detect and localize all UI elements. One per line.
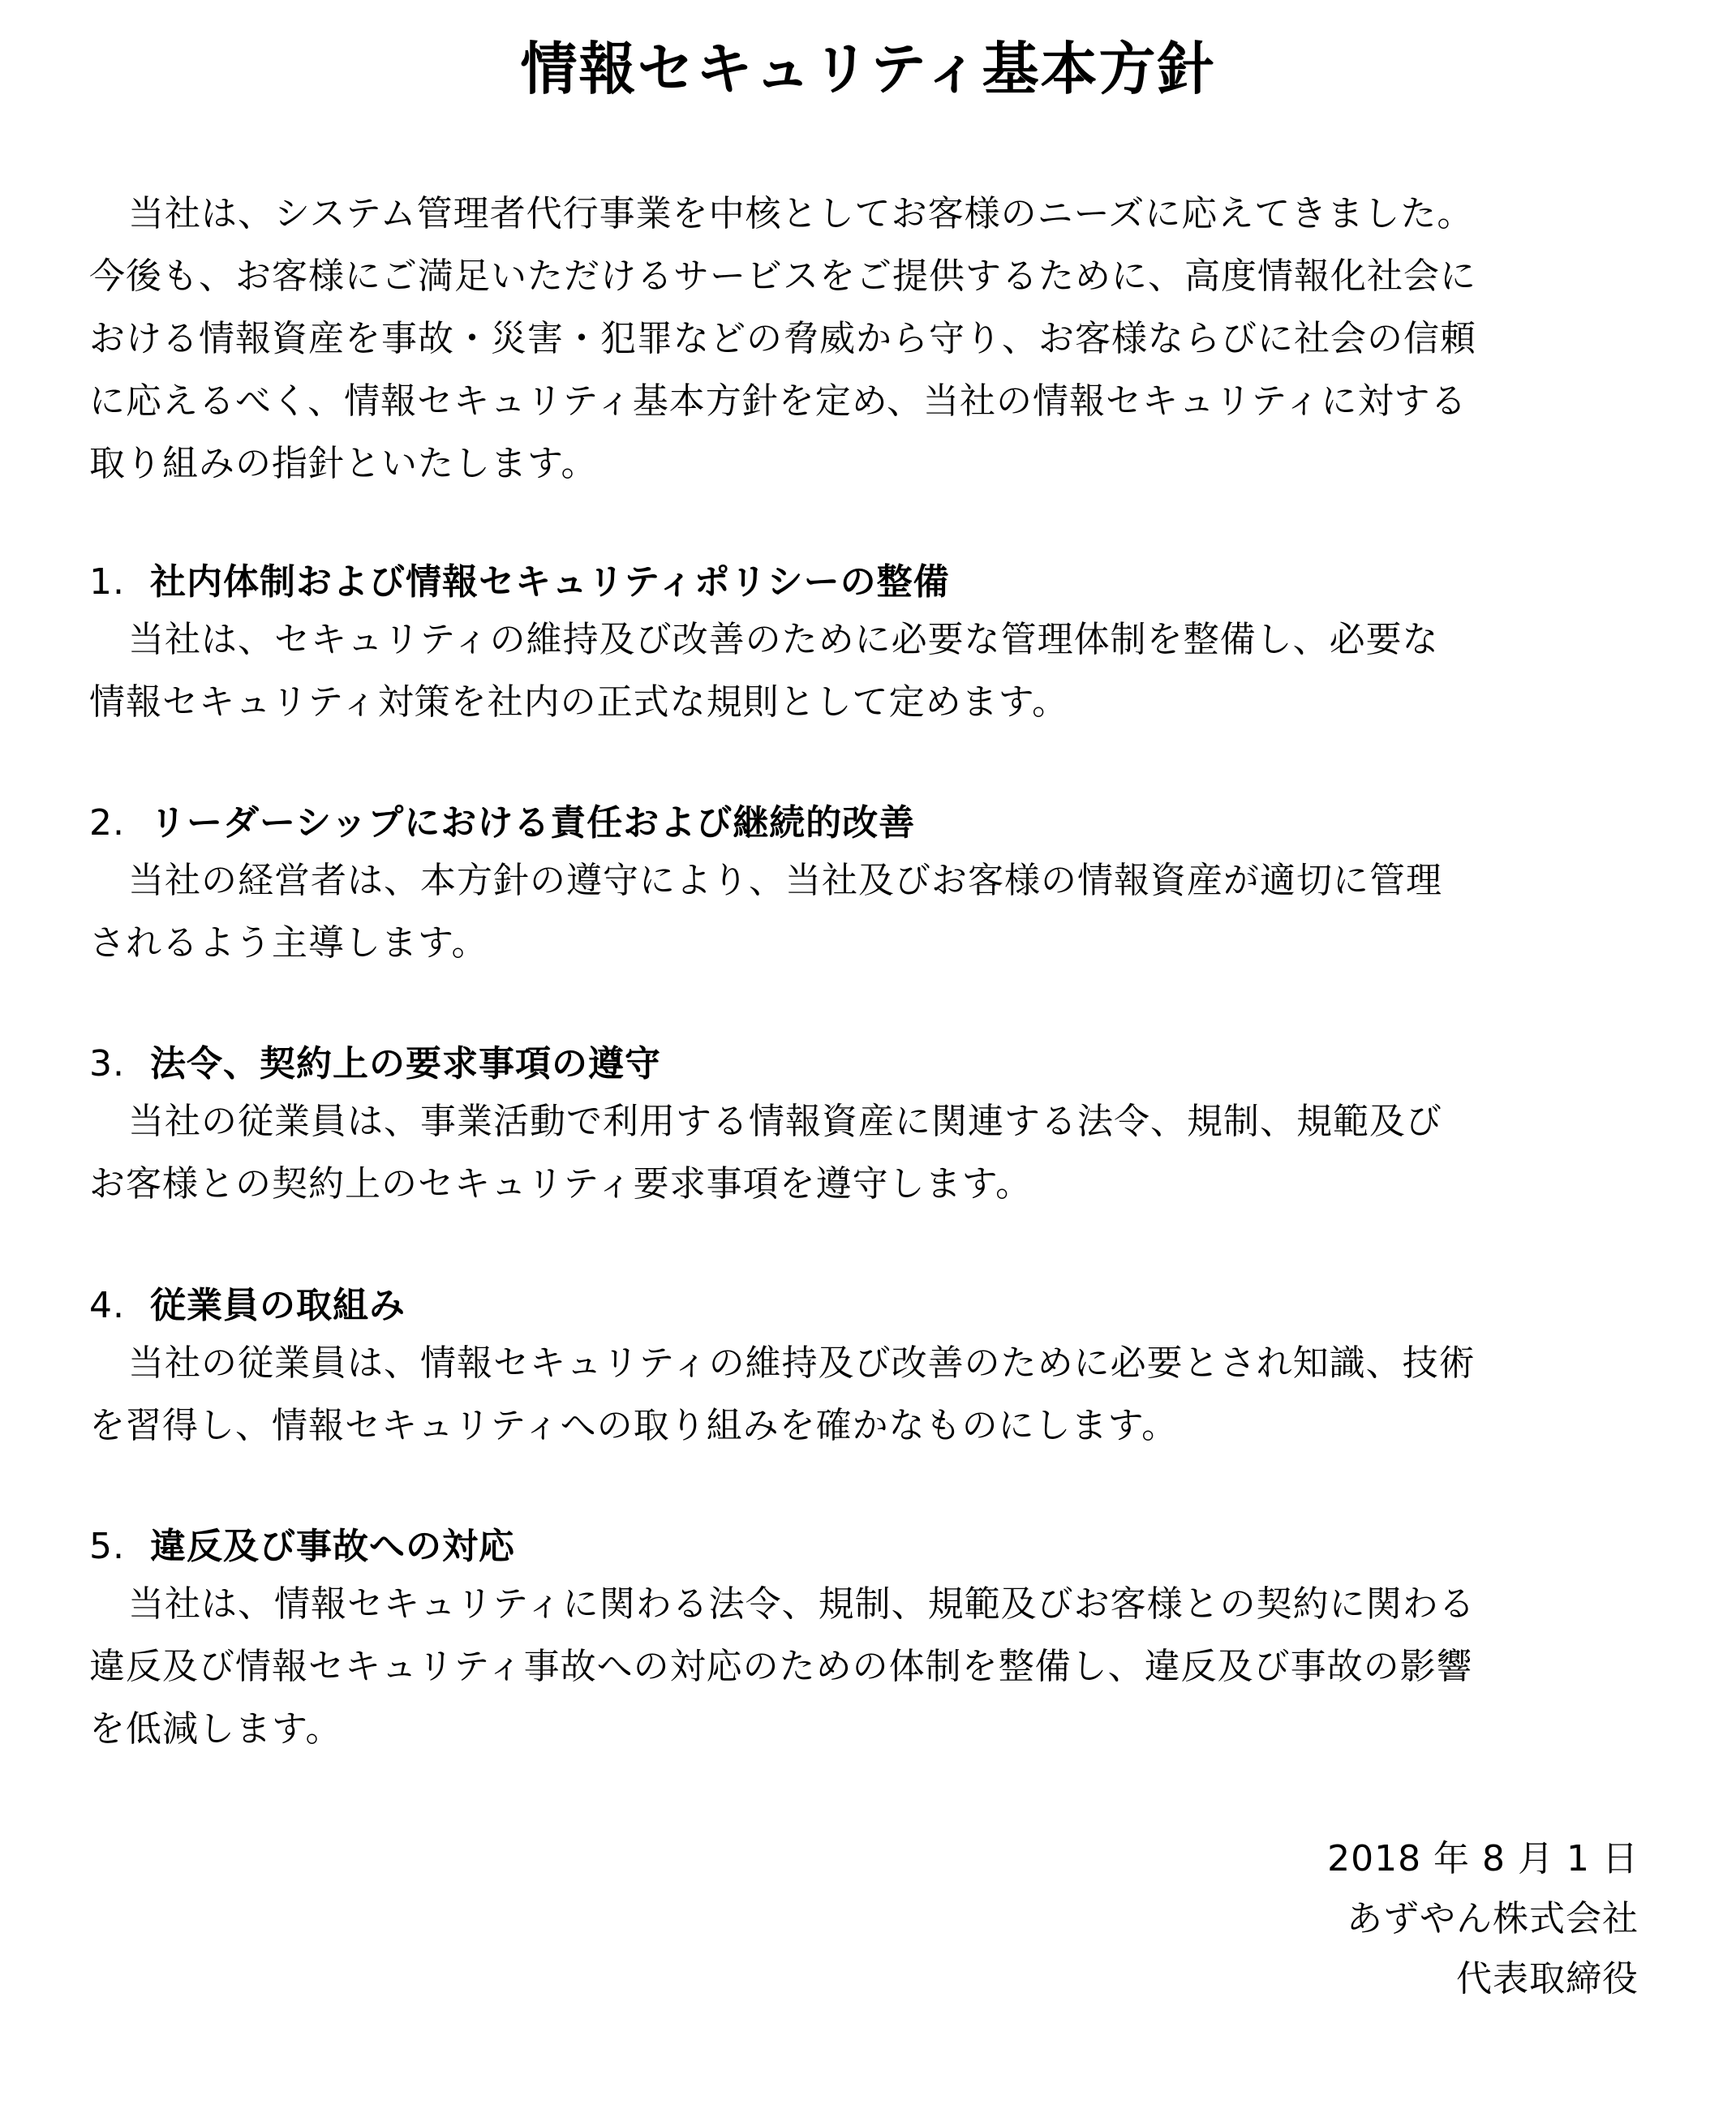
signature-block (1327, 1829, 1639, 2009)
section-line: 当社は、セキュリティの維持及び改善のために必要な管理体制を整備し、必要な (128, 619, 1439, 660)
signature-company: あずやん株式会社 (1347, 1898, 1639, 1939)
section-3-heading (89, 1040, 661, 1089)
signature-date: 2018 年 8 月 1 日 (1327, 1838, 1639, 1879)
section-line: 当社の経営者は、本方針の遵守により、当社及びお客様の情報資産が適切に管理 (128, 860, 1442, 901)
intro-line: おける情報資産を事故・災害・犯罪などの脅威から守り、お客様ならびに社会の信頼 (89, 318, 1476, 359)
section-line: 情報セキュリティ対策を社内の正式な規則として定めます。 (89, 681, 1069, 723)
section-line: 当社の従業員は、事業活動で利用する情報資産に関連する法令、規制、規範及び (128, 1101, 1442, 1142)
section-number: 3. (89, 1043, 125, 1085)
section-2-heading (89, 799, 915, 848)
section-line: を低減します。 (89, 1708, 342, 1750)
section-line: お客様との契約上のセキュリティ要求事項を遵守します。 (89, 1163, 1033, 1205)
section-1-heading (89, 558, 950, 607)
section-4-heading (89, 1282, 406, 1330)
section-line: を習得し、情報セキュリティへの取り組みを確かなものにします。 (89, 1405, 1179, 1446)
section-heading-text: リーダーシップにおける責任および継続的改善 (150, 802, 916, 844)
section-5-body (89, 1573, 1631, 1760)
signature-role: 代表取締役 (1456, 1958, 1639, 1999)
section-5-heading (89, 1523, 515, 1571)
section-4-body (89, 1332, 1631, 1457)
section-line: 違反及び情報セキュリティ事故への対応のための体制を整備し、違反及び事故の影響 (89, 1646, 1473, 1687)
section-line: されるよう主導します。 (89, 922, 488, 964)
intro-paragraph (89, 183, 1631, 495)
intro-line: 取り組みの指針といたします。 (89, 443, 598, 484)
section-number: 1. (89, 561, 125, 603)
section-number: 2. (89, 802, 125, 844)
section-line: 当社の従業員は、情報セキュリティの維持及び改善のために必要とされ知識、技術 (128, 1342, 1476, 1384)
section-heading-text: 法令、契約上の要求事項の遵守 (150, 1043, 661, 1085)
section-line: 当社は、情報セキュリティに関わる法令、規制、規範及びお客様との契約に関わる (128, 1583, 1476, 1625)
intro-line: 当社は、システム管理者代行事業を中核としてお客様のニーズに応えてきました。 (128, 193, 1474, 234)
intro-line: に応えるべく、情報セキュリティ基本方針を定め、当社の情報セキュリティに対する (89, 380, 1467, 422)
document-title: 情報セキュリティ基本方針 (520, 36, 1216, 102)
section-3-body (89, 1090, 1631, 1215)
section-number: 5. (89, 1526, 125, 1567)
section-heading-text: 社内体制および情報セキュリティポリシーの整備 (150, 561, 950, 603)
section-number: 4. (89, 1285, 125, 1326)
section-heading-text: 従業員の取組み (150, 1285, 406, 1326)
section-1-body (89, 608, 1631, 733)
section-heading-text: 違反及び事故への対応 (150, 1526, 515, 1567)
intro-line: 今後も、お客様にご満足いただけるサービスをご提供するために、高度情報化社会に (89, 256, 1476, 297)
section-2-body (89, 849, 1631, 974)
